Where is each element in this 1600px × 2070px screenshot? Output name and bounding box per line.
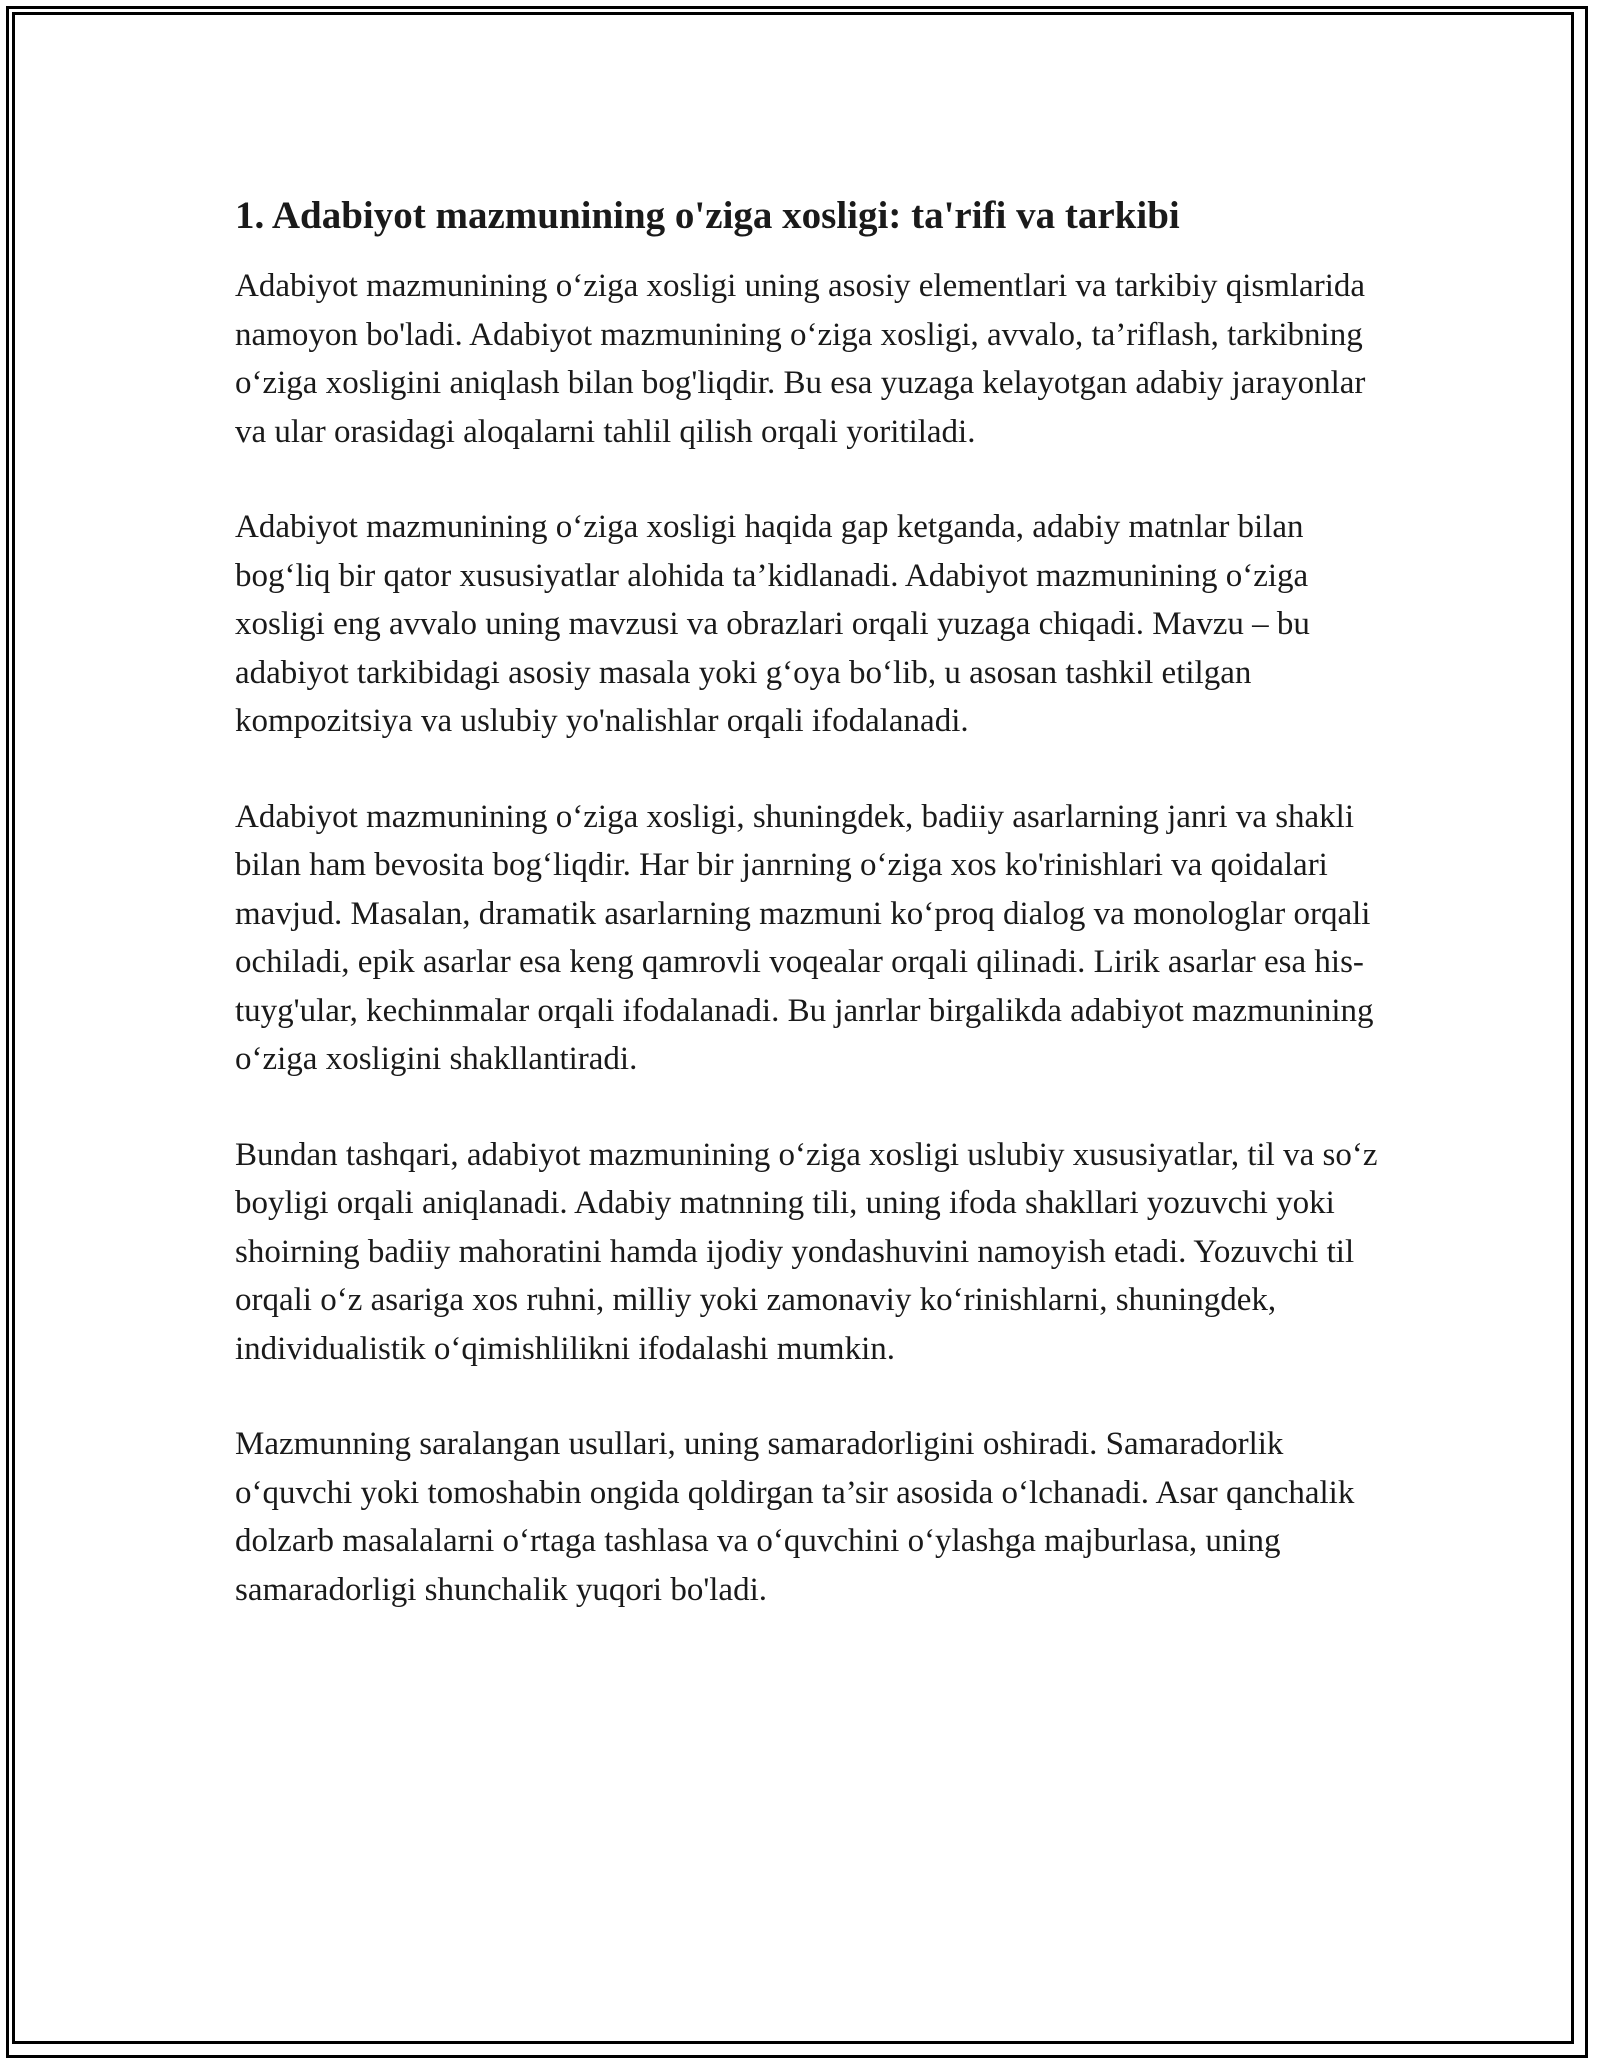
section-heading: 1. Adabiyot mazmunining o'ziga xosligi: ta'rifi va tarkibi: [235, 194, 1180, 237]
paragraph: Bundan tashqari, adabiyot mazmunining o‘ziga xosligi uslubiy xususiyatlar, til va so‘z boyligi orqali aniqlanadi. Adabiy matnning tili, uning ifoda shakllari yozuvchi yoki shoirning badiiy mahoratini hamda ijodiy yondashuvini namoyish etadi. Yozuvchi til orqali o‘z asariga xos ruhni, milliy yoki zamonaviy ko‘rinishlarni, shuningdek, individualistik o‘qimishlilikni ifodalashi mumkin.: [235, 1136, 1378, 1367]
paragraph: Adabiyot mazmunining o‘ziga xosligi haqida gap ketganda, adabiy matnlar bilan bog‘liq bir qator xususiyatlar alohida ta’kidlanadi. Adabiyot mazmunining o‘ziga xosligi eng avvalo uning mavzusi va obrazlari orqali yuzaga chiqadi. Mavzu – bu adabiyot tarkibidagi asosiy masala yoki g‘oya bo‘lib, u asosan tashkil etilgan kompozitsiya va uslubiy yo'nalishlar orqali ifodalanadi.: [235, 509, 1310, 739]
paragraph: Adabiyot mazmunining o‘ziga xosligi uning asosiy elementlari va tarkibiy qismlarida namoyon bo'ladi. Adabiyot mazmunining o‘ziga xosligi, avvalo, ta’riflash, tarkibning o‘ziga xosligini aniqlash bilan bog'liqdir. Bu esa yuzaga kelayotgan adabiy jarayonlar va ular orasidagi aloqalarni tahlil qilish orqali yoritiladi.: [235, 268, 1366, 450]
paragraph: Adabiyot mazmunining o‘ziga xosligi, shuningdek, badiiy asarlarning janri va shakli bilan ham bevosita bog‘liqdir. Har bir janrning o‘ziga xos ko'rinishlari va qoidalari mavjud. Masalan, dramatik asarlarning mazmuni ko‘proq dialog va monologlar orqali ochiladi, epik asarlar esa keng qamrovli voqealar orqali qilinadi. Lirik asarlar esa his-tuyg'ular, kechinmalar orqali ifodalanadi. Bu janrlar birgalikda adabiyot mazmunining o‘ziga xosligini shakllantiradi.: [235, 798, 1374, 1077]
document-body: [235, 180, 1385, 1661]
paragraph: Mazmunning saralangan usullari, uning samaradorligini oshiradi. Samaradorlik o‘quvchi yoki tomoshabin ongida qoldirgan ta’sir asosida o‘lchanadi. Asar qanchalik dolzarb masalalarni o‘rtaga tashlasa va o‘quvchini o‘ylashga majburlasa, uning samaradorligi shunchalik yuqori bo'ladi.: [235, 1426, 1355, 1608]
